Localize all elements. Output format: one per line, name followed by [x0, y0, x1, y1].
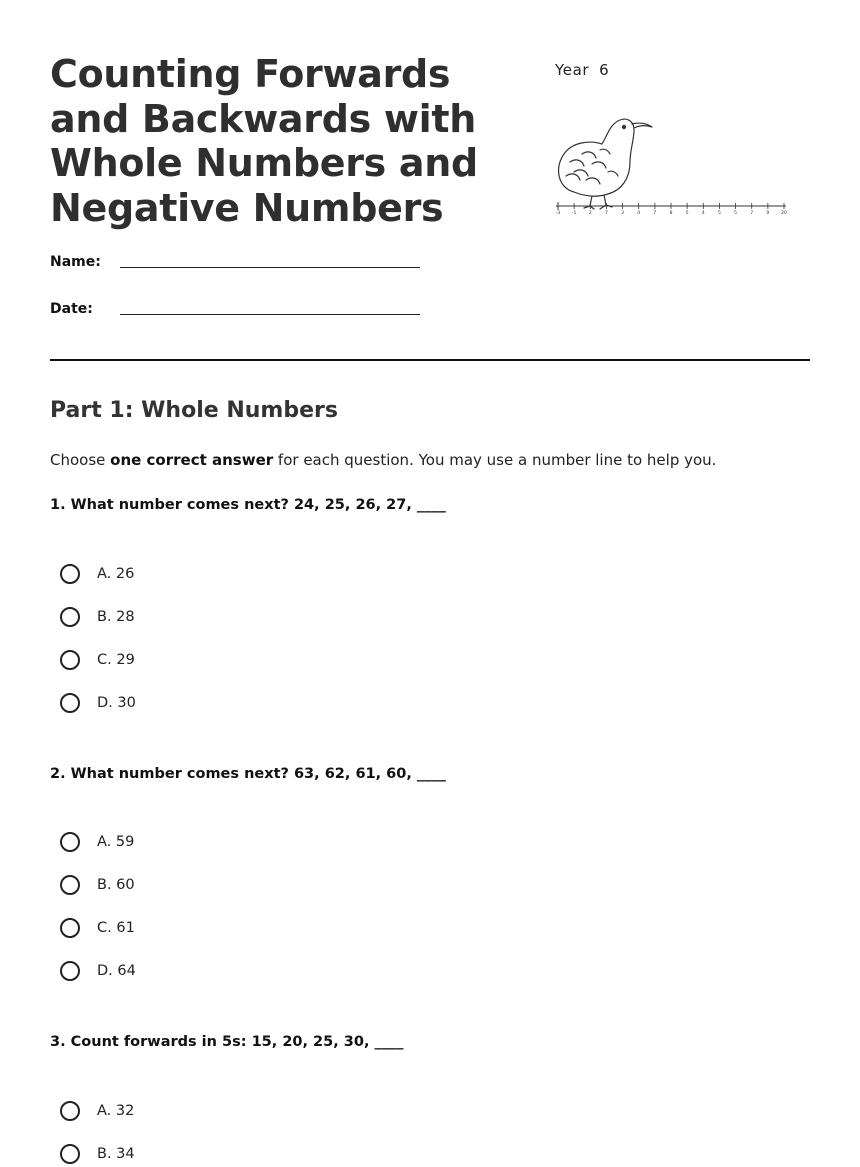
instructions — [50, 451, 716, 469]
year-value: 6 — [599, 61, 610, 79]
number-line-label: 3 — [621, 211, 625, 216]
date-field — [50, 301, 93, 317]
q1-option-c[interactable] — [60, 647, 135, 673]
number-line-label: 7 — [604, 211, 608, 216]
q1-option-a[interactable] — [60, 561, 134, 587]
name-input-line[interactable] — [120, 267, 420, 268]
date-input-line[interactable] — [120, 314, 420, 315]
question-2: 2. What number comes next? 63, 62, 61, 60, ____ — [50, 766, 446, 782]
number-line-label: 20 — [781, 211, 787, 216]
number-line-label: 7 — [653, 211, 657, 216]
instructions-suffix: for each question. You may use a number line to help you. — [273, 451, 717, 469]
radio-button-icon[interactable] — [60, 832, 80, 852]
option-label: B. 28 — [97, 609, 135, 625]
option-label: D. 64 — [97, 963, 136, 979]
option-label: A. 26 — [97, 566, 135, 582]
number-line-label: 5 — [734, 211, 738, 216]
name-label: Name: — [50, 254, 101, 270]
number-line-label: -1 — [571, 211, 577, 216]
radio-button-icon[interactable] — [60, 693, 80, 713]
number-line-label: 2 — [588, 211, 592, 216]
option-label: A. 32 — [97, 1103, 135, 1119]
option-label: C. 29 — [97, 652, 135, 668]
radio-button-icon[interactable] — [60, 918, 80, 938]
q3-option-b[interactable] — [60, 1141, 135, 1167]
question-3: 3. Count forwards in 5s: 15, 20, 25, 30, ____ — [50, 1034, 404, 1050]
q2-option-a[interactable] — [60, 829, 134, 855]
radio-button-icon[interactable] — [60, 1144, 80, 1164]
number-line-label: -3 — [555, 211, 561, 216]
number-line-label: 4 — [637, 211, 641, 216]
number-line-label: 5 — [717, 211, 721, 216]
worksheet-title: Counting Forwards and Backwards with Whole Numbers and Negative Numbers — [50, 52, 478, 230]
radio-button-icon[interactable] — [60, 607, 80, 627]
option-label: A. 59 — [97, 834, 135, 850]
q3-option-a[interactable] — [60, 1098, 134, 1124]
q2-option-b[interactable] — [60, 872, 135, 898]
question-1: 1. What number comes next? 24, 25, 26, 27, ____ — [50, 497, 446, 513]
radio-button-icon[interactable] — [60, 961, 80, 981]
option-label: B. 60 — [97, 877, 135, 893]
option-label: C. 61 — [97, 920, 135, 936]
number-line-label: 7 — [750, 211, 754, 216]
kiwi-bird-number-line-icon — [552, 110, 792, 218]
name-field — [50, 254, 101, 270]
number-line-label: 4 — [701, 211, 705, 216]
date-label: Date: — [50, 301, 93, 317]
number-line-label: 5 — [685, 211, 689, 216]
year-level — [555, 61, 609, 79]
radio-button-icon[interactable] — [60, 875, 80, 895]
q2-option-c[interactable] — [60, 915, 135, 941]
section-divider — [50, 359, 810, 361]
q1-option-b[interactable] — [60, 604, 135, 630]
instructions-emphasis: one correct answer — [110, 451, 274, 469]
part-1-heading: Part 1: Whole Numbers — [50, 398, 338, 423]
instructions-prefix: Choose — [50, 451, 111, 469]
option-label: B. 34 — [97, 1146, 135, 1162]
year-label: Year — [555, 61, 590, 79]
radio-button-icon[interactable] — [60, 1101, 80, 1121]
q1-option-d[interactable] — [60, 690, 136, 716]
number-line-label: 8 — [669, 211, 673, 216]
option-label: D. 30 — [97, 695, 136, 711]
number-line-label: 9 — [766, 211, 770, 216]
q2-option-d[interactable] — [60, 958, 136, 984]
radio-button-icon[interactable] — [60, 650, 80, 670]
radio-button-icon[interactable] — [60, 564, 80, 584]
